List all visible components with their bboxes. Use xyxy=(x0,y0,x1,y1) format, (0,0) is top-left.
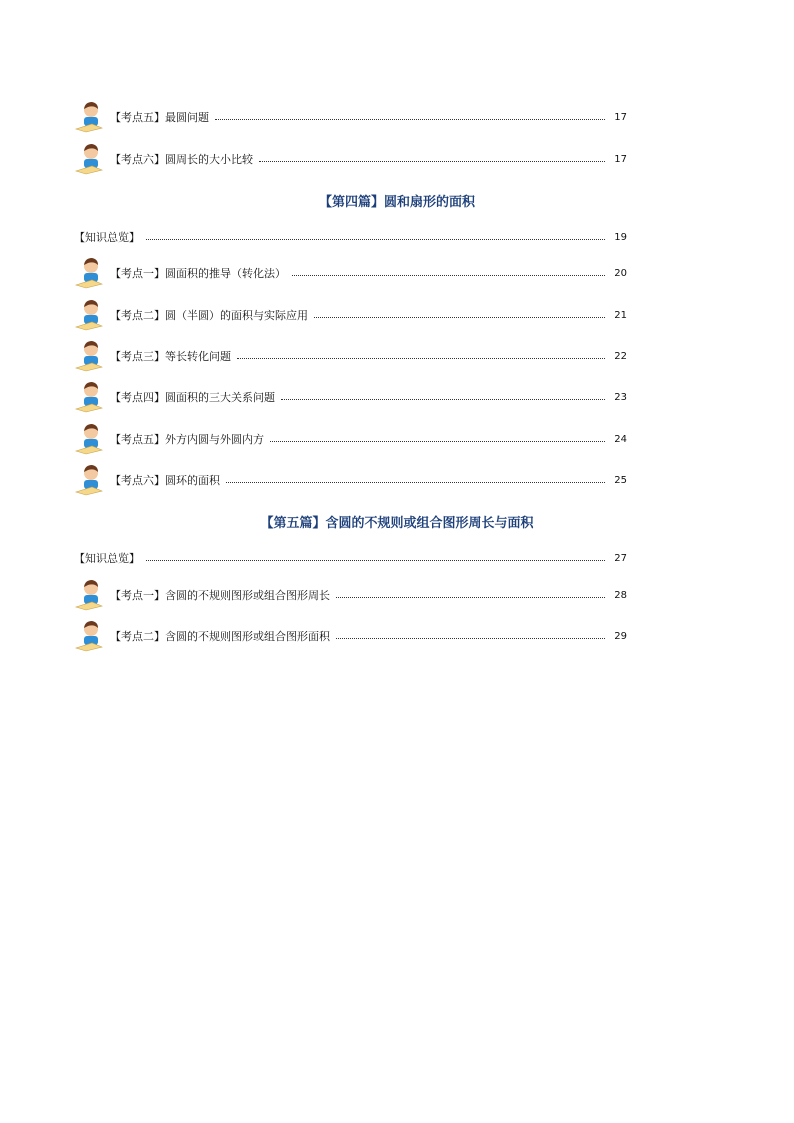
toc-entry-annulus-area[interactable] xyxy=(74,470,627,490)
entry-label: 【知识总览】 xyxy=(74,552,140,565)
page-number: 20 xyxy=(614,267,627,279)
dot-leader xyxy=(215,119,605,120)
page-number: 22 xyxy=(614,350,627,362)
toc-entry-knowledge-overview[interactable] xyxy=(74,548,627,568)
student-icon xyxy=(74,297,106,331)
dot-leader xyxy=(259,161,605,162)
dot-leader xyxy=(270,441,605,442)
entry-label: 【考点三】等长转化问题 xyxy=(110,350,231,363)
student-icon xyxy=(74,141,106,175)
entry-label: 【考点五】外方内圆与外圆内方 xyxy=(110,433,264,446)
dot-leader xyxy=(146,239,605,240)
student-icon xyxy=(74,462,106,496)
toc-entry-irregular-perimeter[interactable] xyxy=(74,585,627,605)
page-number: 29 xyxy=(614,630,627,642)
page-number: 27 xyxy=(614,552,627,564)
entry-label: 【知识总览】 xyxy=(74,231,140,244)
entry-label: 【考点六】圆周长的大小比较 xyxy=(110,153,253,166)
student-icon xyxy=(74,421,106,455)
page-number: 25 xyxy=(614,474,627,486)
toc-entry-knowledge-overview[interactable] xyxy=(74,227,627,247)
page-number: 28 xyxy=(614,589,627,601)
toc-entry-equal-length-conversion[interactable] xyxy=(74,346,627,366)
dot-leader xyxy=(314,317,605,318)
page-number: 23 xyxy=(614,391,627,403)
page-number: 17 xyxy=(614,111,627,123)
student-icon xyxy=(74,338,106,372)
toc-entry-topic-5-circle-problem[interactable] xyxy=(74,107,627,127)
toc-entry-topic-6-circumference-compare[interactable] xyxy=(74,149,627,169)
page-number: 21 xyxy=(614,309,627,321)
student-icon xyxy=(74,99,106,133)
student-icon xyxy=(74,618,106,652)
dot-leader xyxy=(281,399,605,400)
page-number: 19 xyxy=(614,231,627,243)
toc-entry-area-application[interactable] xyxy=(74,305,627,325)
dot-leader xyxy=(336,638,605,639)
student-icon xyxy=(74,379,106,413)
section-heading-part-5[interactable]: 【第五篇】含圆的不规则或组合图形周长与面积 xyxy=(260,516,534,531)
dot-leader xyxy=(336,597,605,598)
entry-label: 【考点一】含圆的不规则图形或组合图形周长 xyxy=(110,589,330,602)
dot-leader xyxy=(292,275,605,276)
dot-leader xyxy=(146,560,605,561)
dot-leader xyxy=(237,358,605,359)
section-heading-part-4[interactable]: 【第四篇】圆和扇形的面积 xyxy=(318,195,475,210)
toc-entry-three-relations[interactable] xyxy=(74,387,627,407)
entry-label: 【考点一】圆面积的推导（转化法） xyxy=(110,267,286,280)
toc-entry-irregular-area[interactable] xyxy=(74,626,627,646)
entry-label: 【考点五】最圆问题 xyxy=(110,111,209,124)
student-icon xyxy=(74,577,106,611)
page-number: 17 xyxy=(614,153,627,165)
entry-label: 【考点二】含圆的不规则图形或组合图形面积 xyxy=(110,630,330,643)
page-number: 24 xyxy=(614,433,627,445)
entry-label: 【考点四】圆面积的三大关系问题 xyxy=(110,391,275,404)
entry-label: 【考点二】圆（半圆）的面积与实际应用 xyxy=(110,309,308,322)
student-icon xyxy=(74,255,106,289)
dot-leader xyxy=(226,482,605,483)
entry-label: 【考点六】圆环的面积 xyxy=(110,474,220,487)
toc-entry-area-derivation[interactable] xyxy=(74,263,627,283)
toc-entry-square-circle[interactable] xyxy=(74,429,627,449)
